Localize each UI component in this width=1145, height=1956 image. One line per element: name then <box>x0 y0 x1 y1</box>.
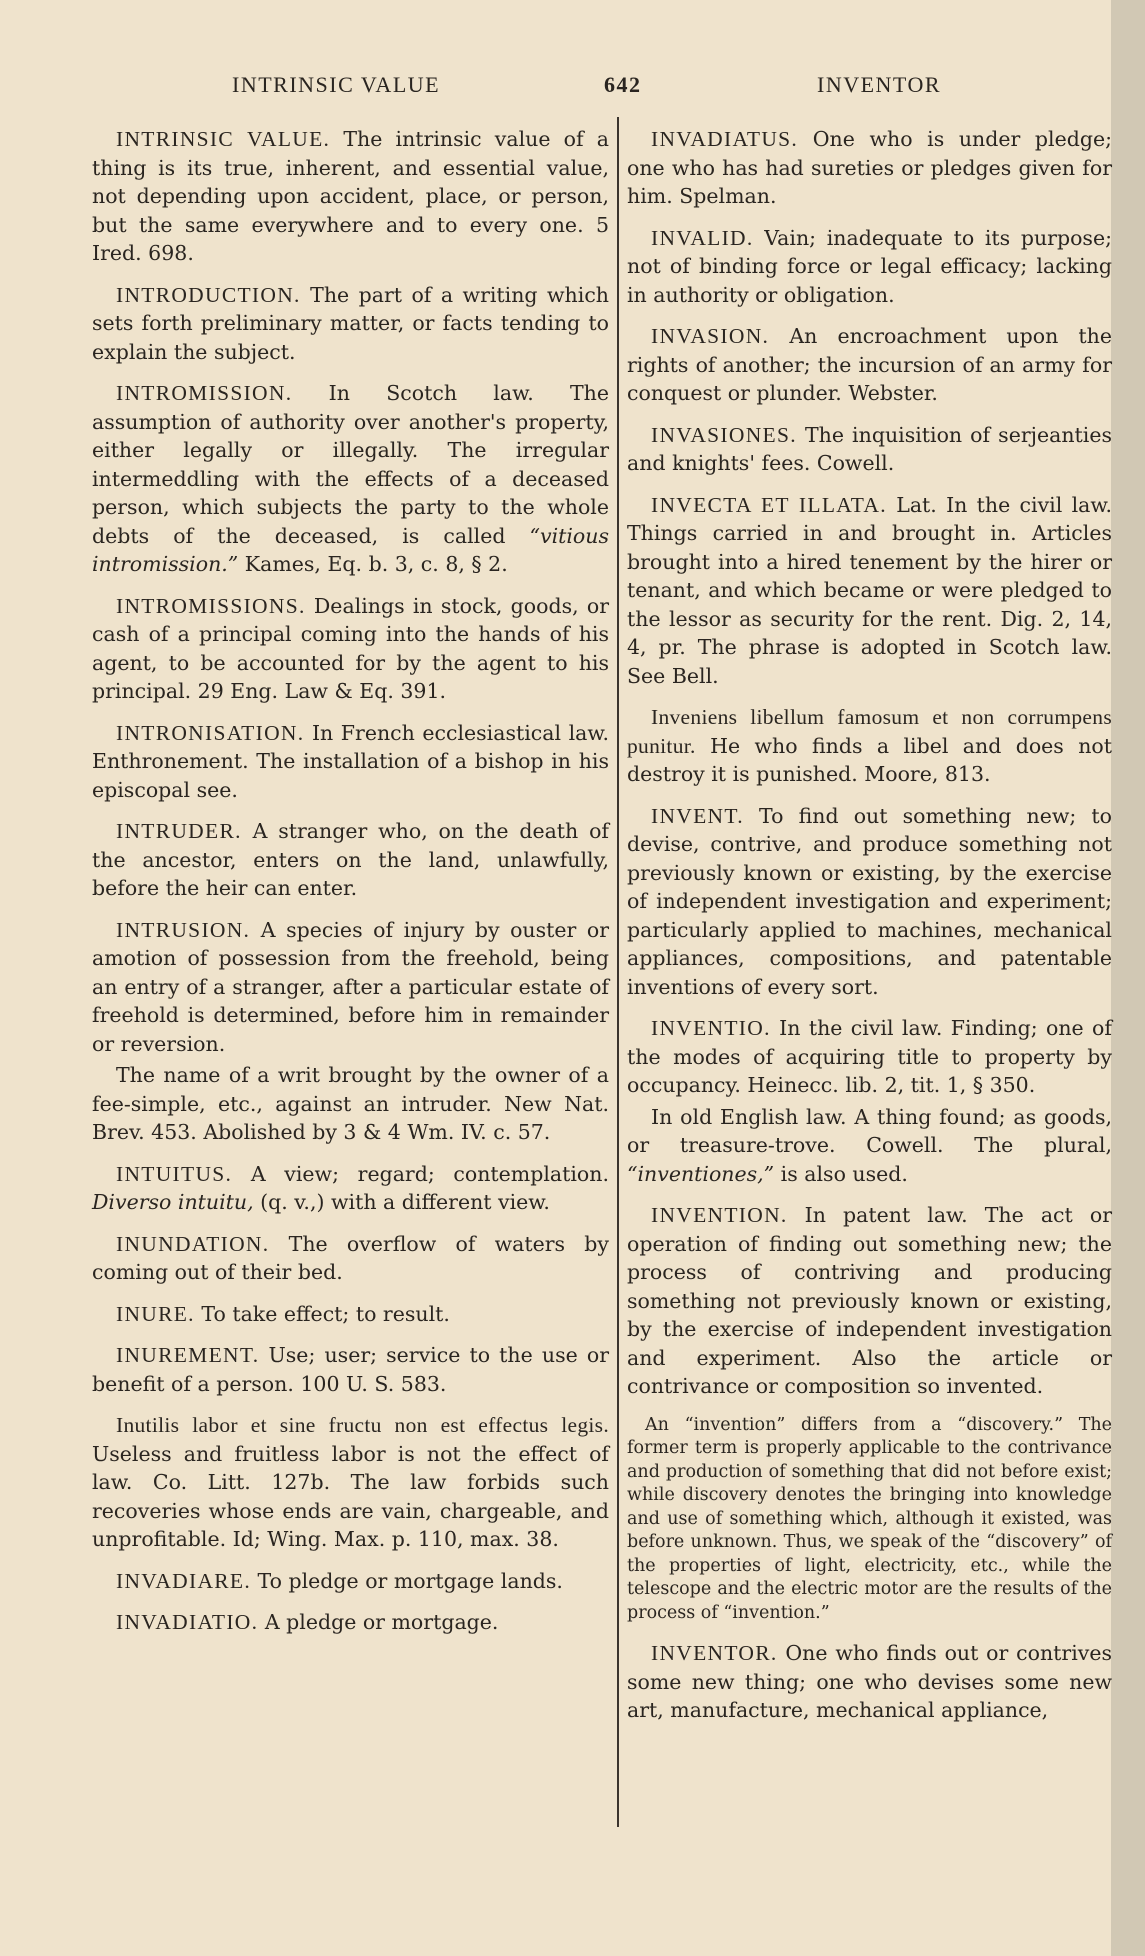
entry-definition: A stranger who, on the death of the ancestor, enters on the land, unlawfully, before the heir can enter. <box>92 819 609 900</box>
entry-inutilis-labor-maxim <box>92 1411 609 1554</box>
entry-term: INVENT. <box>651 803 744 828</box>
entry-definition: In French ecclesiastical law. Enthronement. The installation of a bishop in his episcopal see. <box>92 720 609 802</box>
entry-term: INTROMISSIONS. <box>116 593 306 618</box>
entry-term: INTRONISATION. <box>116 720 305 745</box>
invention-note: An “invention” differs from a “discovery.” The former term is properly applicable to the contrivance and production of something that did not before exist; while discovery denotes the bringing into knowledge and use of something which, although it existed, was before unknown. Thus, we speak of the “discovery” of the properties of light, electricity, etc., while the telescope and the electric motor are the results of the process of “invention.” <box>627 1414 1112 1623</box>
entry-inurement <box>92 1341 609 1398</box>
entry-definition: Useless and fruitless labor is not the effect of law. Co. Litt. 127b. The law forbids such recoveries whose ends are vain, chargeable, and unprofitable. Id; Wing. Max. p. 110, max. 38. <box>92 1441 609 1551</box>
entry-definition: To find out something new; to devise, contrive, and produce something not previously known or existing, by the exercise of independent investigation and experiment; particularly applied to machines, mechanical appliances, compositions, and patentable inventions of every sort. <box>627 803 1112 999</box>
entry-term: INVADIATUS. <box>651 127 799 151</box>
entry-invadiatus <box>627 125 1112 211</box>
entry-definition-end: is also used. <box>774 1161 908 1186</box>
entry-term: INUREMENT. <box>116 1343 260 1367</box>
entry-term: INTUITUS. <box>116 1161 233 1186</box>
entry-definition: A view; regard; contemplation. <box>232 1161 609 1186</box>
entry-intromission <box>92 379 609 579</box>
entry-italic-phrase: “vitious intromission.” <box>92 523 609 576</box>
entry-inure <box>92 1300 609 1329</box>
entry-definition: To pledge or mortgage lands. <box>251 1568 563 1593</box>
entry-definition: In old English law. A thing found; as goods, or treasure-trove. Cowell. The plural, <box>627 1104 1112 1157</box>
entry-term: INVECTA ET ILLATA. <box>651 492 887 517</box>
entry-term: INVASIONES. <box>651 422 797 447</box>
entry-term: INVENTOR. <box>651 1641 778 1665</box>
entry-term: INVENTIO. <box>651 1016 771 1040</box>
entry-intuitus <box>92 1160 609 1217</box>
entry-definition: A pledge or mortgage. <box>258 1610 499 1634</box>
entry-inventor <box>627 1639 1112 1725</box>
entry-intronisation <box>92 719 609 805</box>
header-right-guide-word: INVENTOR <box>817 72 942 97</box>
entry-definition: The part of a writing which sets forth preliminary matter, or facts tending to explain the subject. <box>92 282 609 364</box>
entry-term: INTRUSION. <box>116 917 251 942</box>
header-left-guide-word: INTRINSIC VALUE <box>232 72 441 97</box>
entry-definition: In the civil law. Finding; one of the modes of acquiring title to property by occupancy. Heinecc. lib. 2, tit. 1, § 350. <box>627 1016 1112 1097</box>
entry-italic-phrase: “inventiones,” <box>627 1161 775 1186</box>
entry-definition: In Scotch law. The assumption of authority over another's property, either legally or illegally. The irregular intermeddling with the effects of a deceased person, which subjects the party to the whole debts of the deceased, is called <box>92 381 609 548</box>
left-column <box>92 125 609 1650</box>
entry-intrusion-writ <box>92 1061 609 1147</box>
entry-term: INTROMISSION. <box>116 381 293 405</box>
column-divider <box>617 117 619 1827</box>
entry-term: INTRINSIC VALUE. <box>116 127 331 151</box>
entry-invasiones <box>627 421 1112 478</box>
entry-definition: One who finds out or contrives some new thing; one who devises some new art, manufacture, mechanical appliance, <box>627 1641 1112 1722</box>
entry-term: INURE. <box>116 1301 195 1326</box>
entry-intrinsic-value <box>92 125 609 268</box>
entry-term: INTRUDER. <box>116 819 242 843</box>
entry-definition: In patent law. The act or operation of finding out something new; the process of contriving and producing something not previously known or existing, by the exercise of independent investigation and experiment. Also the article or contrivance or composition so invented. <box>627 1203 1112 1398</box>
entry-citation: Kames, Eq. b. 3, c. 8, § 2. <box>238 552 508 576</box>
entry-invasion <box>627 322 1112 408</box>
entry-term: INUNDATION. <box>116 1231 270 1256</box>
entry-term: INVENTION. <box>651 1203 788 1227</box>
entry-invecta-et-illata <box>627 491 1112 691</box>
right-column <box>627 125 1112 1738</box>
entry-italic-phrase: Diverso intuitu, <box>92 1190 254 1214</box>
entry-invalid <box>627 224 1112 310</box>
entry-definition-end: (q. v.,) with a different view. <box>253 1190 550 1214</box>
entry-definition: The name of a writ brought by the owner of a fee-simple, etc., against an intruder. New Nat. Brev. 453. Abolished by 3 & 4 Wm. IV. c. 57. <box>92 1063 609 1144</box>
entry-term: INTRODUCTION. <box>116 282 301 307</box>
entry-intruder <box>92 817 609 903</box>
entry-definition: An encroachment upon the rights of another; the incursion of an army for conquest or plunder. Webster. <box>627 324 1112 405</box>
entry-definition: A species of injury by ouster or amotion of possession from the freehold, being an entry of a stranger, after a particular estate of freehold is determined, before him in remainder or reversion. <box>92 917 609 1056</box>
entry-introduction <box>92 281 609 367</box>
entry-intromissions <box>92 592 609 706</box>
running-header <box>0 72 1110 112</box>
entry-invent <box>627 802 1112 1002</box>
entry-definition: One who is under pledge; one who has had sureties or pledges given for him. Spelman. <box>627 127 1112 208</box>
entry-inventio <box>627 1014 1112 1100</box>
entry-inventio-old-english <box>627 1103 1112 1189</box>
entry-intrusion <box>92 916 609 1059</box>
entry-term: INVADIATIO. <box>116 1610 259 1634</box>
entry-definition: Dealings in stock, goods, or cash of a principal coming into the hands of his agent, to be accounted for by the agent to his principal. 29 Eng. Law & Eq. 391. <box>92 593 609 703</box>
entry-definition: He who finds a libel and does not destroy it is punished. Moore, 813. <box>627 733 1112 786</box>
entry-maxim: Inveniens libellum famosum et non corrumpens punitur. <box>627 705 1112 758</box>
entry-term: INVASION. <box>651 324 770 348</box>
entry-definition: The intrinsic value of a thing is its true, inherent, and essential value, not depending upon accident, place, or person, but the same everywhere and to every one. 5 Ired. 698. <box>92 127 609 265</box>
entry-term: INVADIARE. <box>116 1568 252 1593</box>
entry-definition: Lat. In the civil law. Things carried in and brought in. Articles brought into a hired tenement by the hirer or tenant, and which became or were pledged to the lessor as security for the rent. Dig. 2, 14, 4, pr. The phrase is adopted in Scotch law. See Bell. <box>627 492 1112 688</box>
entry-inundation <box>92 1230 609 1287</box>
entry-term: INVALID. <box>651 225 754 250</box>
entry-inveniens-libellum-maxim <box>627 703 1112 789</box>
entry-invadiare <box>92 1567 609 1596</box>
entry-definition: Use; user; service to the use or benefit of a person. 100 U. S. 583. <box>92 1343 609 1396</box>
entry-maxim: Inutilis labor et sine fructu non est effectus legis. <box>116 1413 609 1437</box>
page-edge <box>1111 0 1145 1956</box>
page-number: 642 <box>604 72 642 97</box>
entry-invadiatio <box>92 1608 609 1637</box>
entry-invention <box>627 1201 1112 1401</box>
entry-definition: To take effect; to result. <box>194 1301 450 1326</box>
entry-definition: The inquisition of serjeanties and knights' fees. Cowell. <box>627 422 1112 475</box>
entry-definition: Vain; inadequate to its purpose; not of binding force or legal efficacy; lacking in authority or obligation. <box>627 225 1112 307</box>
entry-definition: The overflow of waters by coming out of their bed. <box>92 1231 609 1284</box>
